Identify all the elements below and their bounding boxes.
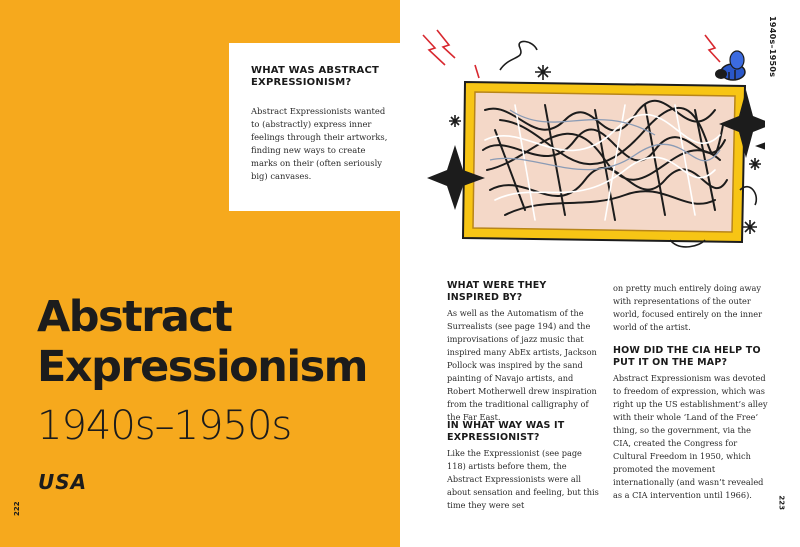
page-title [37, 292, 367, 392]
heading-expressionist: IN WHAT WAY WAS IT EXPRESSIONIST? [447, 420, 565, 443]
body-expressionist: Like the Expressionist (see page 118) artists before them, the Abstract Expressionists were all about sensation and feeling, but this time they were set [447, 448, 599, 510]
callout-box [229, 43, 400, 211]
page-number-right: 223 [778, 495, 786, 510]
heading-inspired: WHAT WERE THEY INSPIRED BY? [447, 280, 547, 303]
page-number-left: 222 [13, 501, 21, 516]
body-continued: on pretty much entirely doing away with representations of the outer world, focused entirely on the inner world of the artist. [613, 283, 762, 332]
lightning-icon [423, 30, 740, 78]
period-dates: 1940s–1950s [37, 403, 292, 449]
heading-cia: HOW DID THE CIA HELP TO PUT IT ON THE MAP? [613, 345, 761, 368]
country-label: USA [38, 470, 88, 494]
body-cia: Abstract Expressionism was devoted to freedom of expression, which was right up the US establishment’s alley with their whole ‘Land of the Free’ thing, so the government, via the CIA, created the Congress for Cultural Freedom in 1950, which promoted the movement internationally (and wasn’t revealed as a CIA intervention until 1966). [613, 373, 768, 500]
star-icon [755, 130, 765, 162]
title-line-2: Expressionism [37, 342, 367, 392]
callout-body: Abstract Expressionists wanted to (abstractly) express inner feelings through their artworks, finding new ways to create marks on their (often seriously big) canvases. [251, 106, 388, 181]
bee-icon [715, 51, 745, 80]
illustration [415, 10, 765, 270]
body-inspired: As well as the Automatism of the Surrealists (see page 194) and the improvisations of jazz music that inspired many AbEx artists, Jackson Pollock was inspired by the sand painting of Navajo artists, and Robert Motherwell drew inspiration from the traditional calligraphy of the Far East. [447, 308, 597, 422]
side-tab: 1940s–1950s [768, 16, 777, 78]
framed-drip-painting [463, 82, 745, 242]
title-line-1: Abstract [37, 292, 232, 342]
callout-heading: WHAT WAS ABSTRACT EXPRESSIONISM? [251, 65, 380, 88]
